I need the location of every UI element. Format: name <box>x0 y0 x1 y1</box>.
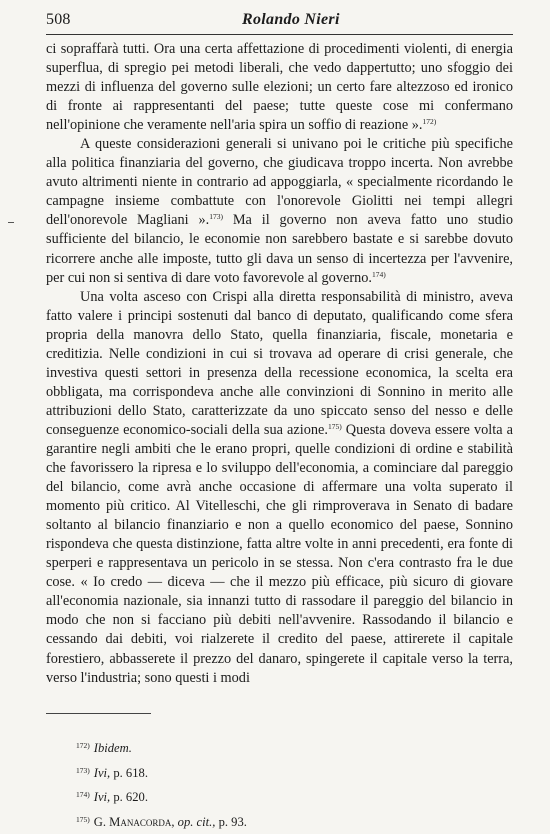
footnote-page: p. 620. <box>110 790 148 805</box>
footnote-author: G. Manacorda, <box>93 815 175 830</box>
footnote-title: Ivi, <box>93 790 111 805</box>
paragraph-2-text-a: A queste considerazioni generali si univano poi le critiche più specifiche alla politica finanziaria del governo, che giudicava troppo incerta. Non avrebbe avuto altrimenti niente in contrario ad appoggiarla, « specialmente ricordando le campagne insieme combattute con l'onorevole Giolitti nei tempi allegri dell'onorevole Magliani ». <box>46 136 513 229</box>
footnote-rule <box>46 713 151 714</box>
paragraph-3-text-a: Una volta asceso con Crispi alla diretta responsabilità di ministro, aveva fatto valere i principi sostenuti dal banco di deputato, qualificando come sfera propria della manovra dello Stato, quella finanziaria, fiscale, monetaria e creditizia. Nelle condizioni in cui si trovava ad operare di crisi generale, che investiva questi settori in presenza della recessione economica, la scelta era obbligata, ma corrispondeva anche alle convinzioni di Sonnino in merito alle attribuzioni dello Stato, caratterizzate da uno spiccato senso del nesso e delle conseguenze economico-sociali della sua azione. <box>46 288 513 438</box>
paragraph-3 <box>46 288 513 688</box>
paragraph-1-text: ci sopraffarà tutti. Ora una certa affettazione di procedimenti violenti, di energia superflua, di spregio pei metodi liberali, che vedo dappertutto; uno sfoggio dei mezzi di influenza del governo sulle elezioni; un certo fare altezzoso ed ironico di fronte ai rappresentanti del paese; tutte queste cose mi confermano nell'opinione che veramente nell'aria spira un soffio di reazione ». <box>46 41 513 134</box>
paragraph-3-text-b: Questa doveva essere volta a garantire negli ambiti che le erano propri, quelle condizioni di ordine e stabilità che favorissero la ripresa e lo sviluppo dell'economia, a cominciare dal pareggio del bilancio, come avrà anche occasione di affermare una volta superato il momento più critico. Al Vitelleschi, che gli rimproverava in Senato di badare soltanto al bilancio finanziario e non a quello economico del paese, Sonnino rispondeva che questa distinzione, fatta altre volte in anni precedenti, era fonte di sperperi e rappresentava un pericolo in se stessa. Non c'era contrasto fra le due cose. « Io credo — diceva — che il mezzo più efficace, più sicuro di giovare all'economia nazionale, sia innanzi tutto di rassodare il pareggio del bilancio in modo che non si facciano più debiti nell'avvenire. Rassodando il bilancio e cessando dai debiti, voi rialzerete il credito del paese, attirerete il capitale forestiero, abbasserete il prezzo del danaro, spingerete il capitale verso la terra, verso l'industria; sono questi i modi <box>46 421 513 686</box>
footnote-number: 174) <box>76 790 90 800</box>
paragraph-2-text-b: Ma il governo non aveva fatto uno studio sufficiente del bilancio, le economie non sarebbero bastate e si sarebbe dovuto ricorrere anche alle imposte, tutto gli dava un senso di incertezza per l'avvenire, per cui non si sentiva di dare voto favorevole al governo. <box>46 212 514 286</box>
footnote-175 <box>76 809 516 834</box>
footnote-number: 173) <box>76 765 90 775</box>
footnote-page: p. 618. <box>110 765 148 780</box>
header-rule <box>46 34 513 35</box>
footnote-number: 175) <box>76 815 90 825</box>
footnote-title: op. cit., <box>177 815 216 830</box>
footnote-page: p. 93. <box>215 815 247 830</box>
page-header <box>46 11 513 35</box>
running-head: Rolando Nieri <box>242 11 340 28</box>
footnote-number: 172) <box>76 741 90 750</box>
paragraph-1 <box>46 40 513 135</box>
footnote-title: Ivi, <box>93 765 111 780</box>
footnote-title: Ibidem. <box>93 741 132 755</box>
footnote-174 <box>76 784 516 809</box>
footnote-172 <box>76 735 516 760</box>
footnote-ref-175: 175) <box>327 421 342 431</box>
footnote-ref-174: 174) <box>371 269 386 279</box>
paragraph-2 <box>46 135 513 287</box>
footnote-173 <box>76 760 516 785</box>
footnote-ref-172: 172) <box>422 117 437 127</box>
margin-mark <box>8 222 14 223</box>
footnotes <box>76 735 516 834</box>
body-text <box>46 40 513 688</box>
footnote-ref-173: 173) <box>209 212 223 222</box>
page-number: 508 <box>46 11 71 28</box>
